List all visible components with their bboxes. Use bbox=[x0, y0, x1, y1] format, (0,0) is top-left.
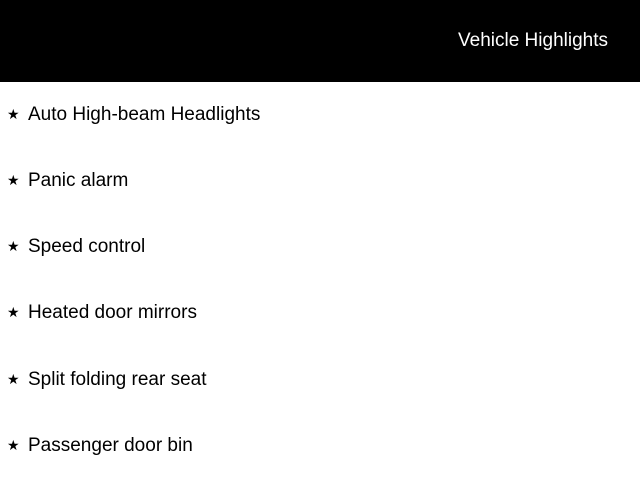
list-item bbox=[0, 236, 640, 260]
star-icon: ★ bbox=[7, 304, 20, 320]
page-title: Vehicle Highlights bbox=[458, 30, 608, 51]
header-bar bbox=[0, 0, 640, 82]
list-item-label: Speed control bbox=[28, 236, 146, 257]
list-item-label: Split folding rear seat bbox=[28, 369, 207, 390]
list-item-label: Passenger door bin bbox=[28, 435, 193, 456]
list-item-label: Panic alarm bbox=[28, 170, 129, 191]
star-icon: ★ bbox=[7, 106, 20, 122]
list-item bbox=[0, 104, 640, 128]
star-icon: ★ bbox=[7, 172, 20, 188]
list-item bbox=[0, 369, 640, 393]
list-item-label: Auto High-beam Headlights bbox=[28, 104, 261, 125]
list-item bbox=[0, 302, 640, 326]
list-item bbox=[0, 435, 640, 459]
list-item-label: Heated door mirrors bbox=[28, 302, 197, 323]
star-icon: ★ bbox=[7, 437, 20, 453]
list-item bbox=[0, 170, 640, 194]
star-icon: ★ bbox=[7, 371, 20, 387]
star-icon: ★ bbox=[7, 238, 20, 254]
